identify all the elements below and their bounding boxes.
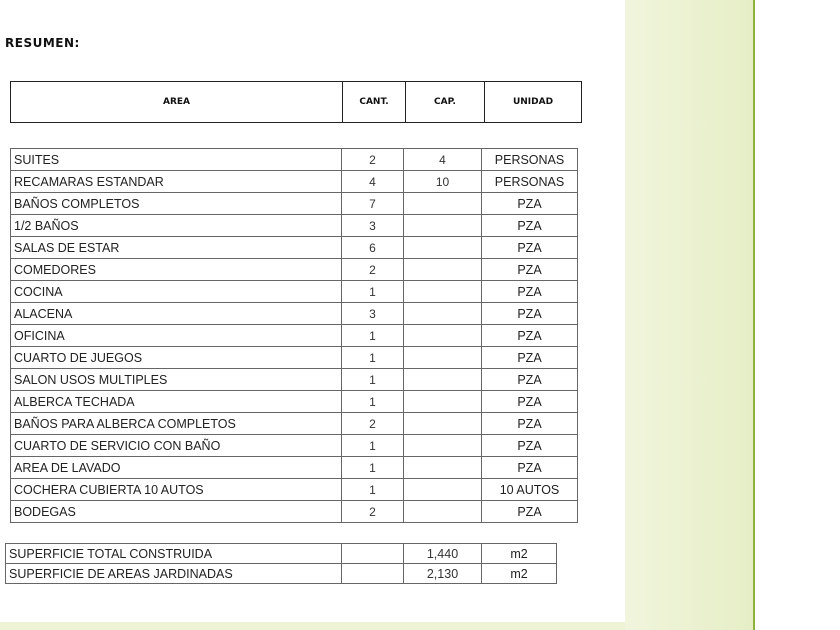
table-row xyxy=(11,501,578,523)
cell-cant: 1 xyxy=(342,281,404,303)
cell-cap xyxy=(404,193,482,215)
totals-table xyxy=(5,543,557,584)
table-row xyxy=(11,391,578,413)
table-row xyxy=(11,479,578,501)
cell-unidad: PZA xyxy=(482,325,578,347)
cell-cap xyxy=(404,215,482,237)
cell-cap xyxy=(404,435,482,457)
totals-row xyxy=(6,544,557,564)
cell-cant: 2 xyxy=(342,413,404,435)
summary-table xyxy=(10,148,578,523)
cell-area: 1/2 BAÑOS xyxy=(11,215,342,237)
header-cant: CANT. xyxy=(343,82,406,123)
cell-area: AREA DE LAVADO xyxy=(11,457,342,479)
cell-unidad: PZA xyxy=(482,215,578,237)
cell-area: RECAMARAS ESTANDAR xyxy=(11,171,342,193)
cell-unidad: PZA xyxy=(482,457,578,479)
cell-cap xyxy=(404,259,482,281)
cell-unidad: PZA xyxy=(482,347,578,369)
cell-cant: 1 xyxy=(342,479,404,501)
cell-area: BODEGAS xyxy=(11,501,342,523)
cell-cap xyxy=(404,303,482,325)
header-area: AREA xyxy=(11,82,343,123)
cell-unidad: PZA xyxy=(482,501,578,523)
cell-area: ALBERCA TECHADA xyxy=(11,391,342,413)
cell-unidad: PZA xyxy=(482,369,578,391)
cell-cap xyxy=(404,501,482,523)
cell-cant: 2 xyxy=(342,149,404,171)
header-row xyxy=(11,82,582,123)
cell-area: COCINA xyxy=(11,281,342,303)
cell-area: BAÑOS COMPLETOS xyxy=(11,193,342,215)
cell-cant: 6 xyxy=(342,237,404,259)
cell-area: BAÑOS PARA ALBERCA COMPLETOS xyxy=(11,413,342,435)
cell-area: COCHERA CUBIERTA 10 AUTOS xyxy=(11,479,342,501)
cell-cant: 4 xyxy=(342,171,404,193)
cell-cap: 2,130 xyxy=(404,564,482,584)
table-row xyxy=(11,303,578,325)
cell-cant: 1 xyxy=(342,435,404,457)
table-row xyxy=(11,413,578,435)
cell-area: CUARTO DE SERVICIO CON BAÑO xyxy=(11,435,342,457)
cell-unidad: PZA xyxy=(482,303,578,325)
cell-area: CUARTO DE JUEGOS xyxy=(11,347,342,369)
cell-cant: 3 xyxy=(342,215,404,237)
table-row xyxy=(11,369,578,391)
table-row xyxy=(11,237,578,259)
cell-unidad: PZA xyxy=(482,391,578,413)
cell-unidad: PZA xyxy=(482,259,578,281)
cell-unidad: m2 xyxy=(482,544,557,564)
cell-area: OFICINA xyxy=(11,325,342,347)
cell-cap xyxy=(404,479,482,501)
slide-side-band xyxy=(625,0,753,630)
cell-cap: 4 xyxy=(404,149,482,171)
cell-cap xyxy=(404,281,482,303)
cell-area: COMEDORES xyxy=(11,259,342,281)
totals-row xyxy=(6,564,557,584)
cell-cant xyxy=(342,544,404,564)
cell-cant xyxy=(342,564,404,584)
header-unidad: UNIDAD xyxy=(485,82,582,123)
cell-cap xyxy=(404,391,482,413)
cell-cap: 10 xyxy=(404,171,482,193)
cell-cant: 3 xyxy=(342,303,404,325)
table-row xyxy=(11,325,578,347)
cell-cap xyxy=(404,413,482,435)
cell-cant: 2 xyxy=(342,259,404,281)
table-row xyxy=(11,215,578,237)
cell-cant: 7 xyxy=(342,193,404,215)
cell-area: SUITES xyxy=(11,149,342,171)
cell-area: ALACENA xyxy=(11,303,342,325)
table-row xyxy=(11,149,578,171)
cell-unidad: PZA xyxy=(482,193,578,215)
summary-title: RESUMEN: xyxy=(5,36,80,50)
cell-unidad: PZA xyxy=(482,281,578,303)
cell-cant: 1 xyxy=(342,347,404,369)
cell-cap xyxy=(404,325,482,347)
cell-unidad: PERSONAS xyxy=(482,149,578,171)
table-row xyxy=(11,193,578,215)
cell-cap xyxy=(404,237,482,259)
page-bottom-band xyxy=(0,622,625,630)
cell-unidad: 10 AUTOS xyxy=(482,479,578,501)
table-row xyxy=(11,281,578,303)
cell-cap: 1,440 xyxy=(404,544,482,564)
cell-unidad: m2 xyxy=(482,564,557,584)
cell-unidad: PZA xyxy=(482,413,578,435)
cell-unidad: PERSONAS xyxy=(482,171,578,193)
cell-area: SALAS DE ESTAR xyxy=(11,237,342,259)
cell-cap xyxy=(404,347,482,369)
cell-cap xyxy=(404,457,482,479)
cell-cant: 1 xyxy=(342,325,404,347)
cell-cant: 1 xyxy=(342,457,404,479)
cell-area: SALON USOS MULTIPLES xyxy=(11,369,342,391)
cell-cap xyxy=(404,369,482,391)
cell-area: SUPERFICIE TOTAL CONSTRUIDA xyxy=(6,544,342,564)
cell-cant: 2 xyxy=(342,501,404,523)
header-cap: CAP. xyxy=(406,82,485,123)
table-row xyxy=(11,259,578,281)
cell-unidad: PZA xyxy=(482,435,578,457)
cell-cant: 1 xyxy=(342,391,404,413)
header-table xyxy=(10,81,582,123)
slide-right-margin xyxy=(755,0,840,630)
cell-cant: 1 xyxy=(342,369,404,391)
table-row xyxy=(11,347,578,369)
cell-unidad: PZA xyxy=(482,237,578,259)
table-row xyxy=(11,171,578,193)
table-row xyxy=(11,457,578,479)
cell-area: SUPERFICIE DE AREAS JARDINADAS xyxy=(6,564,342,584)
table-row xyxy=(11,435,578,457)
